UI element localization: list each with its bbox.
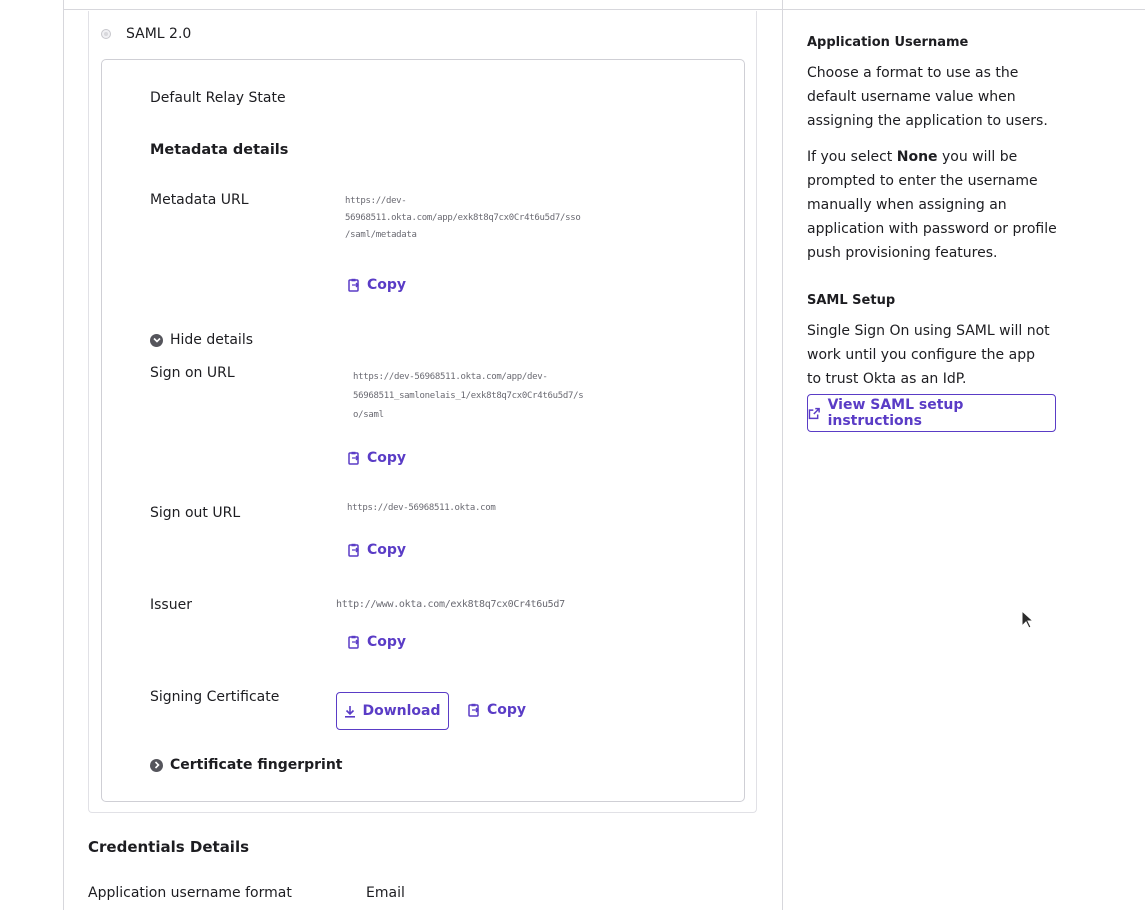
copy-label: Copy <box>367 277 407 293</box>
copy-label: Copy <box>367 542 407 558</box>
download-label: Download <box>362 703 441 719</box>
saml-radio-button[interactable] <box>101 29 111 39</box>
none-option-text <box>807 145 1067 265</box>
clipboard-icon <box>348 543 361 557</box>
copy-label: Copy <box>367 450 407 466</box>
left-divider <box>63 0 64 910</box>
username-format-value: Email <box>366 885 405 901</box>
sign-out-url-value: https://dev-56968511.okta.com <box>347 503 496 513</box>
clipboard-icon <box>468 703 481 717</box>
none-text-before: If you select <box>807 149 897 165</box>
sign-on-url-line: o/saml <box>353 410 384 420</box>
sign-on-url-line: https://dev-56968511.okta.com/app/dev- <box>353 372 548 382</box>
issuer-value: http://www.okta.com/exk8t8q7cx0Cr4t6u5d7 <box>336 599 565 610</box>
metadata-url-line: /saml/metadata <box>345 230 417 240</box>
signing-certificate-label: Signing Certificate <box>150 689 280 705</box>
username-format-label: Application username format <box>88 885 292 901</box>
none-text-after: you will be prompted to enter the username manually when assigning an application with password or profile push provisioning features. <box>807 149 1057 261</box>
clipboard-icon <box>348 278 361 292</box>
view-saml-setup-instructions-button[interactable] <box>807 394 1056 432</box>
hide-details-label: Hide details <box>170 332 254 348</box>
copy-issuer-button[interactable] <box>348 634 406 650</box>
clipboard-icon <box>348 635 361 649</box>
saml-setup-heading: SAML Setup <box>807 293 896 308</box>
copy-certificate-button[interactable] <box>468 702 526 718</box>
copy-metadata-url-button[interactable] <box>348 277 406 293</box>
chevron-right-icon <box>150 759 163 772</box>
hide-details-toggle[interactable] <box>150 332 253 348</box>
certificate-fingerprint-toggle[interactable] <box>150 757 343 773</box>
saml-radio-label: SAML 2.0 <box>126 26 192 42</box>
sign-on-url-value <box>353 368 583 425</box>
saml-setup-help <box>807 293 1067 391</box>
chevron-down-icon <box>150 334 163 347</box>
external-link-icon <box>808 407 821 420</box>
sign-on-url-label: Sign on URL <box>150 365 235 381</box>
view-saml-setup-instructions-label: View SAML setup instructions <box>827 397 964 429</box>
issuer-label: Issuer <box>150 597 192 613</box>
credentials-details-heading: Credentials Details <box>88 838 250 856</box>
metadata-url-value <box>345 193 580 244</box>
app-username-heading: Application Username <box>807 35 969 50</box>
app-username-help <box>807 35 1067 265</box>
sign-on-url-line: 56968511_samlonelais_1/exk8t8q7cx0Cr4t6u5d7/s <box>353 391 584 401</box>
copy-label: Copy <box>487 702 527 718</box>
sign-out-url-label: Sign out URL <box>150 505 241 521</box>
copy-label: Copy <box>367 634 407 650</box>
none-text-bold: None <box>896 149 938 165</box>
certificate-fingerprint-label: Certificate fingerprint <box>170 757 343 773</box>
saml-setup-text: Single Sign On using SAML will not work until you configure the app to trust Okta as an IdP. <box>807 323 1050 387</box>
clipboard-icon <box>348 451 361 465</box>
download-icon <box>344 705 356 718</box>
metadata-url-label: Metadata URL <box>150 192 249 208</box>
metadata-details-heading: Metadata details <box>150 142 289 158</box>
app-username-text: Choose a format to use as the default username value when assigning the application to users. <box>807 65 1048 129</box>
top-divider <box>63 9 1145 10</box>
saml-radio-option[interactable] <box>101 26 191 42</box>
default-relay-state-label: Default Relay State <box>150 90 286 106</box>
metadata-url-line: 56968511.okta.com/app/exk8t8q7cx0Cr4t6u5d7/sso <box>345 213 581 223</box>
download-certificate-button[interactable] <box>336 692 449 730</box>
copy-sign-on-url-button[interactable] <box>348 450 406 466</box>
metadata-url-line: https://dev- <box>345 196 407 206</box>
column-divider <box>782 0 783 910</box>
mouse-cursor-icon <box>1021 610 1035 630</box>
copy-sign-out-url-button[interactable] <box>348 542 406 558</box>
